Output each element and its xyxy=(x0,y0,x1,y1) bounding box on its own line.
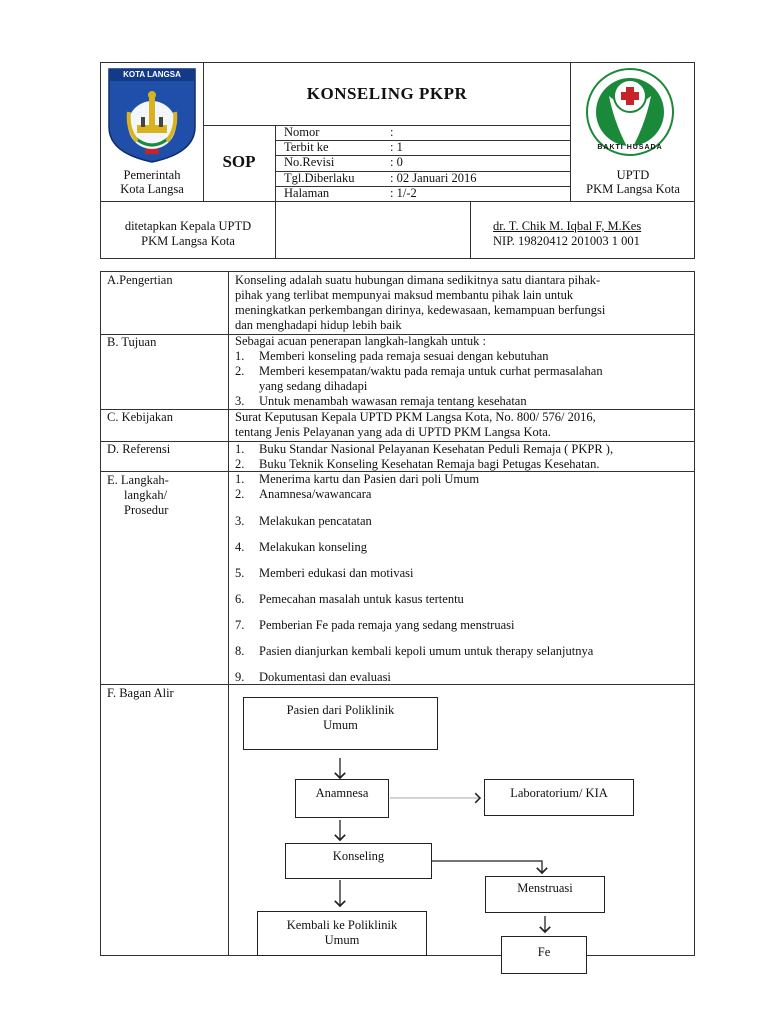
section-b-label: B. Tujuan xyxy=(107,335,157,349)
list-item: 2. Memberi kesempatan/waktu pada remaja untuk curhat permasalahan xyxy=(235,364,603,378)
meta-tgl-value: : 02 Januari 2016 xyxy=(390,171,477,185)
section-a-line: pihak yang terlibat mempunyai maksud membantu pihak lain untuk xyxy=(235,288,574,302)
procedure-step: 4. Melakukan konseling xyxy=(235,540,367,554)
flow-anamnesa-label: Anamnesa xyxy=(315,786,369,800)
flow-fe-label: Fe xyxy=(537,945,551,959)
meta-revisi-value: : 0 xyxy=(390,155,403,169)
approval-line2: PKM Langsa Kota xyxy=(141,234,235,248)
list-item: yang sedang dihadapi xyxy=(259,379,368,393)
meta-nomor-label: Nomor xyxy=(284,125,320,139)
section-a-line: meningkatkan perkembangan dirinya, kedewasaan, kemampuan berfungsi xyxy=(235,303,606,317)
flow-anamnesa-box xyxy=(295,779,389,818)
procedure-step: 5. Memberi edukasi dan motivasi xyxy=(235,566,414,580)
section-a-line: dan menghadapi hidup lebih baik xyxy=(235,318,402,332)
flow-menstruasi-label: Menstruasi xyxy=(517,881,573,895)
list-item: 1. Buku Standar Nasional Pelayanan Kesehatan Peduli Remaja ( PKPR ), xyxy=(235,442,614,456)
flow-kembali-line1: Kembali ke Poliklinik xyxy=(286,918,398,932)
procedure-step: 9. Dokumentasi dan evaluasi xyxy=(235,670,391,684)
approval-line1: ditetapkan Kepala UPTD xyxy=(124,219,252,233)
list-item: 1. Memberi konseling pada remaja sesuai dengan kebutuhan xyxy=(235,349,549,363)
right-line1: UPTD xyxy=(616,168,650,182)
meta-halaman-label: Halaman xyxy=(284,186,330,200)
section-e-label-3: Prosedur xyxy=(124,503,169,517)
signer-nip: NIP. 19820412 201003 1 001 xyxy=(493,234,640,248)
meta-tgl-label: Tgl.Diberlaku xyxy=(284,171,355,185)
flow-start-line1: Pasien dari Poliklinik xyxy=(286,703,395,717)
section-e-label-1: E. Langkah- xyxy=(107,473,169,487)
procedure-step: 8. Pasien dianjurkan kembali kepoli umum untuk therapy selanjutnya xyxy=(235,644,594,658)
section-e-label-2: langkah/ xyxy=(124,488,168,502)
section-f-label: F. Bagan Alir xyxy=(107,686,174,700)
flow-lab-box xyxy=(484,779,634,816)
procedure-step: 6. Pemecahan masalah untuk kasus tertentu xyxy=(235,592,464,606)
flow-lab-label: Laboratorium/ KIA xyxy=(510,786,608,800)
meta-terbit-value: : 1 xyxy=(390,140,403,154)
signer-name: dr. T. Chik M. Iqbal F, M.Kes xyxy=(493,219,642,233)
meta-revisi-label: No.Revisi xyxy=(284,155,335,169)
procedure-step: 7. Pemberian Fe pada remaja yang sedang menstruasi xyxy=(235,618,515,632)
section-c-line: tentang Jenis Pelayanan yang ada di UPTD PKM Langsa Kota. xyxy=(235,425,551,439)
flow-kembali-box xyxy=(257,911,427,956)
procedure-step: 1. Menerima kartu dan Pasien dari poli Umum xyxy=(235,472,480,486)
meta-terbit-label: Terbit ke xyxy=(284,140,329,154)
gov-line1: Pemerintah xyxy=(123,168,181,182)
sop-label: SOP xyxy=(222,152,256,171)
flow-kembali-line2: Umum xyxy=(324,933,360,947)
list-item: 3. Untuk menambah wawasan remaja tentang kesehatan xyxy=(235,394,527,408)
logo-banner-text: KOTA LANGSA xyxy=(123,70,181,79)
section-c-line: Surat Keputusan Kepala UPTD PKM Langsa Kota, No. 800/ 576/ 2016, xyxy=(235,410,596,424)
section-a-line: Konseling adalah suatu hubungan dimana sedikitnya satu diantara pihak- xyxy=(235,273,601,287)
flow-menstruasi-box xyxy=(485,876,605,913)
flow-fe-box xyxy=(501,936,587,974)
list-item: 2. Buku Teknik Konseling Kesehatan Remaja bagi Petugas Kesehatan. xyxy=(235,457,600,471)
meta-halaman-value: : 1/-2 xyxy=(390,186,417,200)
section-c-label: C. Kebijakan xyxy=(107,410,173,424)
bakti-husada-text: BAKTI HUSADA xyxy=(597,144,663,151)
gov-line2: Kota Langsa xyxy=(120,182,184,196)
page-title: KONSELING PKPR xyxy=(306,84,468,103)
procedure-step: 2. Anamnesa/wawancara xyxy=(235,487,372,501)
flow-start-line2: Umum xyxy=(323,718,358,732)
flow-konseling-label: Konseling xyxy=(332,849,385,863)
arrow-konseling-menstruasi xyxy=(432,861,542,873)
flow-start-box xyxy=(243,697,438,750)
flow-konseling-box xyxy=(285,843,432,879)
section-b-intro: Sebagai acuan penerapan langkah-langkah untuk : xyxy=(235,334,486,348)
right-line2: PKM Langsa Kota xyxy=(586,182,680,196)
meta-nomor-value: : xyxy=(390,125,394,139)
section-d-label: D. Referensi xyxy=(107,442,171,456)
procedure-step: 3. Melakukan pencatatan xyxy=(235,514,372,528)
section-a-label: A.Pengertian xyxy=(107,273,173,287)
